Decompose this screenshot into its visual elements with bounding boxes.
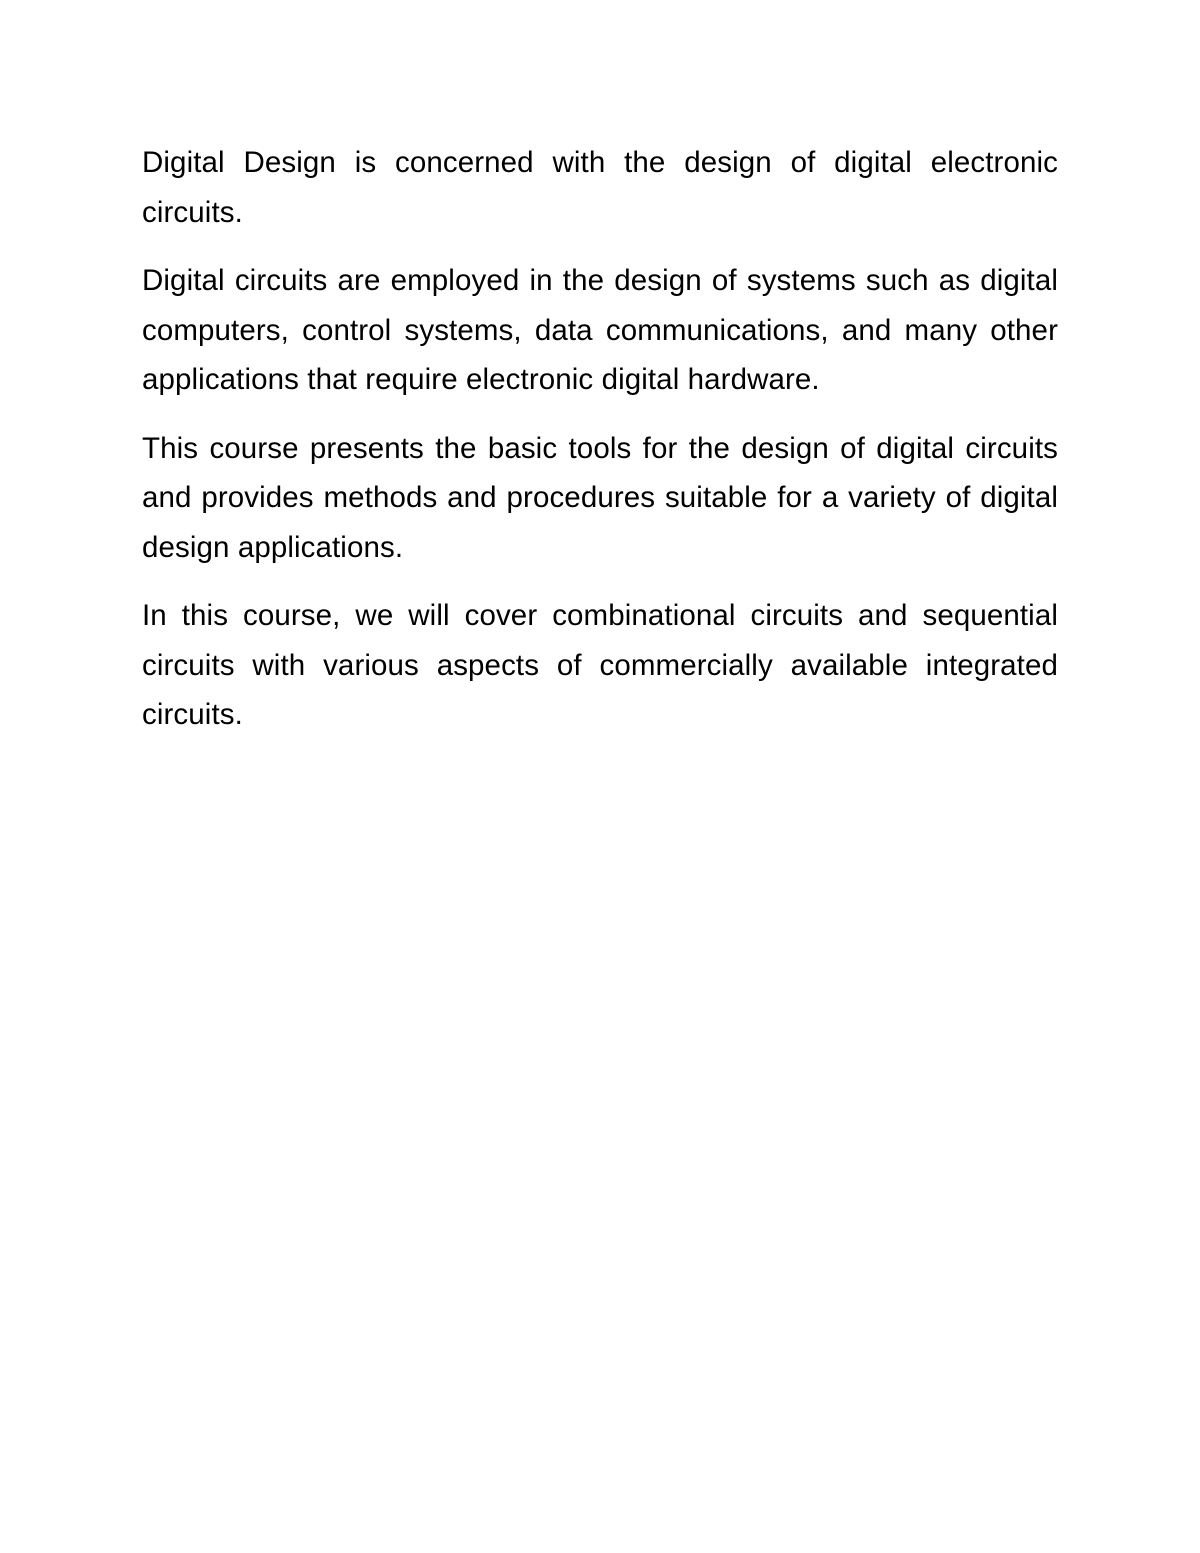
paragraph-course-tools: This course presents the basic tools for the design of digital circuits and provides methods and procedures suitable for a variety of digital design applications.: [142, 431, 1058, 564]
paragraph-course-coverage: In this course, we will cover combinational circuits and sequential circuits with various aspects of commercially available integrated circuits.: [142, 599, 1058, 731]
paragraph-intro: Digital Design is concerned with the design of digital electronic circuits.: [142, 146, 1058, 229]
document-body: [142, 138, 1058, 759]
paragraph-applications: Digital circuits are employed in the design of systems such as digital computers, control systems, data communications, and many other applications that require electronic digital hardware.: [142, 264, 1058, 396]
